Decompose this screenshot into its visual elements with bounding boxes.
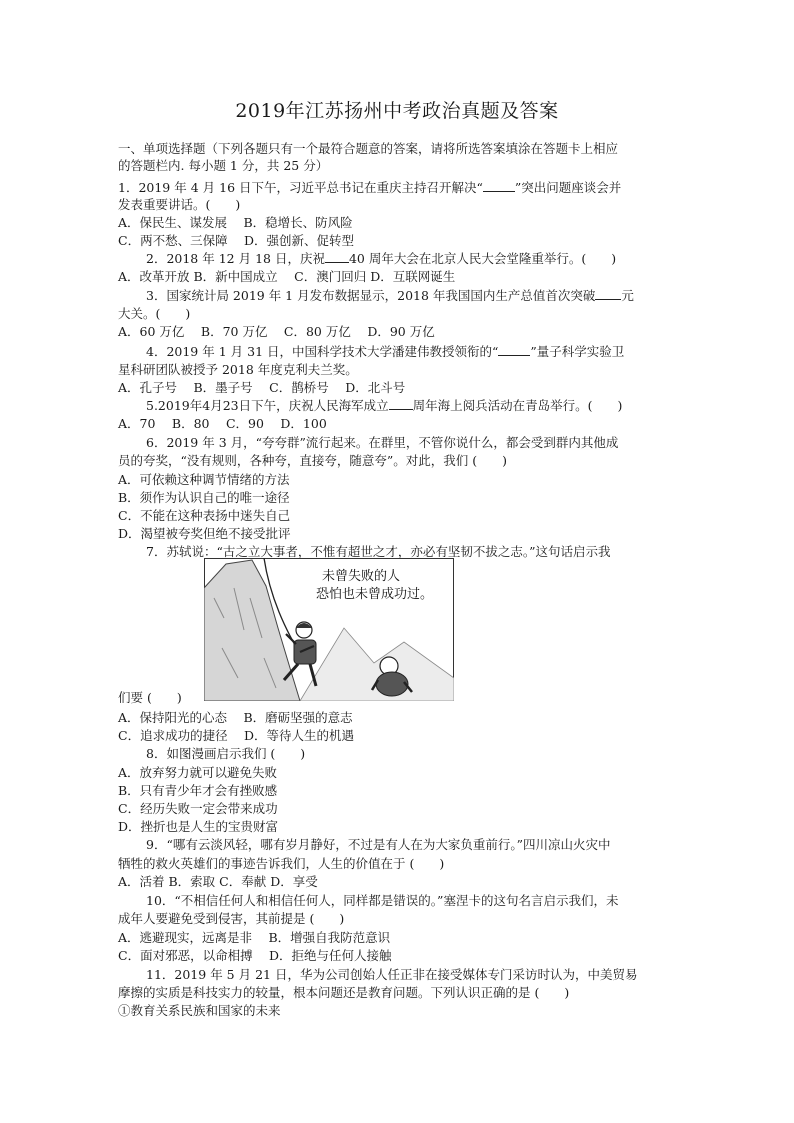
q5-options: A．70 B．80 C．90 D．100 bbox=[118, 416, 327, 431]
q3-stem-line2: 大关。( ) bbox=[118, 306, 191, 321]
q11-item-1: ①教育关系民族和国家的未来 bbox=[118, 1003, 281, 1018]
q8-option-a: A．放弃努力就可以避免失败 bbox=[118, 765, 278, 780]
q7-options-ab: A．保持阳光的心态 B．磨砺坚强的意志 bbox=[118, 710, 353, 725]
q11-stem-line2: 摩擦的实质是科技实力的较量，根本问题还是教育问题。下列认识正确的是 ( ) bbox=[118, 985, 570, 1000]
q6-stem-line2: 员的夸奖，“没有规则，各种夸，直接夸，随意夸”。对此，我们 ( ) bbox=[118, 453, 508, 468]
q2-options: A．改革开放 B．新中国成立 C．澳门回归 D．互联网诞生 bbox=[118, 269, 456, 284]
cartoon-caption-2: 恐怕也未曾成功过。 bbox=[316, 587, 434, 602]
q6-option-c: C．不能在这种表扬中迷失自己 bbox=[118, 508, 291, 523]
q6-option-a: A．可依赖这种调节情绪的方法 bbox=[118, 472, 290, 487]
cartoon-illustration bbox=[204, 558, 454, 701]
q11-stem-line1: 11．2019 年 5 月 21 日，华为公司创始人任正非在接受媒体专门采访时认为，中美贸易 bbox=[146, 967, 638, 982]
section-header-line1: 一、单项选择题（下列各题只有一个最符合题意的答案，请将所选答案填涂在答题卡上相应 bbox=[118, 141, 619, 156]
document-title: 2019年江苏扬州中考政治真题及答案 bbox=[235, 100, 559, 122]
q1-blank bbox=[483, 179, 515, 192]
q4-stem-line1: 4．2019 年 1 月 31 日，中国科学技术大学潘建伟教授领衔的“ ”量子科学实验卫 bbox=[146, 344, 625, 359]
q6-stem-line1: 6．2019 年 3 月，“夸夸群”流行起来。在群里，不管你说什么，都会受到群内其他成 bbox=[146, 435, 619, 450]
q4-options: A．孔子号 B．墨子号 C．鹊桥号 D．北斗号 bbox=[118, 380, 406, 395]
q2-blank bbox=[325, 250, 349, 263]
q7-stem-line1: 7．苏轼说：“古之立大事者，不惟有超世之才，亦必有坚韧不拔之志。”这句话启示我 bbox=[146, 544, 611, 559]
q10-stem-line2: 成年人要避免受到侵害，其前提是 ( ) bbox=[118, 911, 345, 926]
q6-option-d: D．渴望被夸奖但绝不接受批评 bbox=[118, 526, 291, 541]
q10-stem-line1: 10．“不相信任何人和相信任何人，同样都是错误的。”塞涅卡的这句名言启示我们，未 bbox=[146, 893, 619, 908]
q3-stem-line1: 3．国家统计局 2019 年 1 月发布数据显示，2018 年我国国内生产总值首次突破 元 bbox=[146, 288, 634, 303]
q8-option-d: D．挫折也是人生的宝贵财富 bbox=[118, 819, 279, 834]
q5-blank bbox=[389, 397, 413, 410]
q9-stem-line2: 牺牲的救火英雄们的事迹告诉我们，人生的价值在于 ( ) bbox=[118, 856, 445, 871]
q10-options-ab: A．逃避现实，远离是非 B．增强自我防范意识 bbox=[118, 930, 391, 945]
q7-stem-line2: 们要 ( ) bbox=[118, 690, 182, 705]
q1-options-ab: A．保民生、谋发展 B．稳增长、防风险 bbox=[118, 215, 353, 230]
q4-stem-line2: 星科研团队被授予 2018 年度克利夫兰奖。 bbox=[118, 362, 358, 377]
q8-stem: 8．如图漫画启示我们 ( ) bbox=[146, 746, 306, 761]
q3-blank bbox=[595, 287, 621, 300]
q6-option-b: B．须作为认识自己的唯一途径 bbox=[118, 490, 290, 505]
q1-stem-line2: 发表重要讲话。( ) bbox=[118, 197, 241, 212]
q9-options: A．活着 B．索取 C．奉献 D．享受 bbox=[118, 874, 318, 889]
section-header-line2: 的答题栏内. 每小题 1 分，共 25 分） bbox=[118, 158, 329, 173]
cartoon-caption-1: 未曾失败的人 bbox=[322, 569, 401, 584]
q4-blank bbox=[498, 343, 530, 356]
q1-stem-line1: 1．2019 年 4 月 16 日下午，习近平总书记在重庆主持召开解决“ ”突出问题座谈会并 bbox=[118, 180, 622, 195]
q8-option-b: B．只有青少年才会有挫败感 bbox=[118, 783, 278, 798]
q10-options-cd: C．面对邪恶，以命相搏 D．拒绝与任何人接触 bbox=[118, 948, 392, 963]
q7-options-cd: C．追求成功的捷径 D．等待人生的机遇 bbox=[118, 728, 355, 743]
q3-options: A．60 万亿 B．70 万亿 C．80 万亿 D．90 万亿 bbox=[118, 324, 435, 339]
q1-options-cd: C．两不愁、三保障 D．强创新、促转型 bbox=[118, 233, 355, 248]
q2-stem: 2．2018 年 12 月 18 日，庆祝 40 周年大会在北京人民大会堂隆重举行。( ) bbox=[146, 251, 617, 266]
q9-stem-line1: 9．“哪有云淡风轻，哪有岁月静好，不过是有人在为大家负重前行。”四川凉山火灾中 bbox=[146, 837, 611, 852]
q8-option-c: C．经历失败一定会带来成功 bbox=[118, 801, 278, 816]
q5-stem: 5.2019年4月23日下午，庆祝人民海军成立 周年海上阅兵活动在青岛举行。( ) bbox=[146, 398, 623, 413]
